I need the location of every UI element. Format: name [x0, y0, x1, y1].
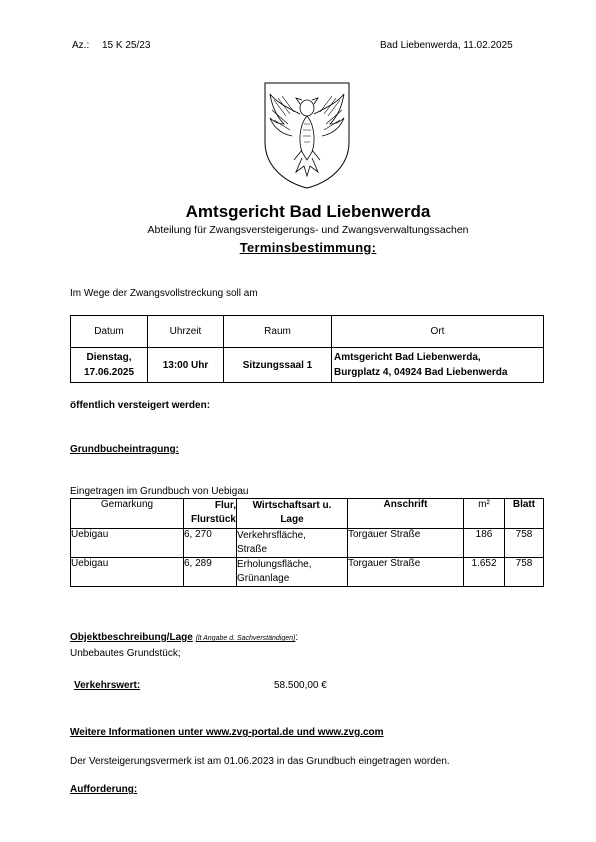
cell-wirtschaftsart: [237, 529, 348, 558]
grundbuch-table: [70, 498, 544, 587]
verkehrswert-label: Verkehrswert:: [74, 680, 141, 691]
col-flur-line2: Flurstück: [190, 514, 236, 525]
cell-wirt-line2: Straße: [237, 544, 268, 555]
table-row: [71, 558, 544, 587]
objekt-description: Unbebautes Grundstück;: [70, 648, 181, 659]
col-wirt-line2: Lage: [280, 514, 304, 525]
appointment-place-line1: Amtsgericht Bad Liebenwerda,: [334, 352, 481, 363]
header-raum: Raum: [224, 316, 332, 348]
court-name: Amtsgericht Bad Liebenwerda: [185, 202, 431, 221]
cell-wirt-line1: Verkehrsfläche,: [237, 530, 306, 541]
cell-gemarkung: Uebigau: [71, 529, 184, 558]
col-wirt-line1: Wirtschaftsart u.: [252, 500, 332, 511]
objekt-heading: Objektbeschreibung/Lage: [70, 632, 193, 643]
court-department: Abteilung für Zwangsversteigerungs- und Zwangsverwaltungssachen: [147, 224, 469, 236]
weitere-informationen: Weitere Informationen unter www.zvg-portal.de und www.zvg.com: [70, 727, 384, 738]
table-row: [71, 529, 544, 558]
cell-anschrift: Torgauer Straße: [348, 558, 464, 587]
cell-wirtschaftsart: [237, 558, 348, 587]
header-datum: Datum: [71, 316, 148, 348]
cell-m2: 1.652: [464, 558, 505, 587]
az-label: Az.:: [72, 40, 90, 51]
auction-text: öffentlich versteigert werden:: [70, 400, 211, 411]
objekt-colon: :: [295, 632, 299, 643]
brandenburg-eagle-crest-icon: [262, 80, 352, 190]
appointment-time: 13:00 Uhr: [148, 348, 224, 383]
header-ort: Ort: [332, 316, 544, 348]
col-blatt: Blatt: [505, 499, 544, 529]
az-value: 15 K 25/23: [102, 40, 151, 51]
cell-wirt-line1: Erholungsfläche,: [237, 559, 312, 570]
appointment-room: Sitzungssaal 1: [224, 348, 332, 383]
cell-anschrift: Torgauer Straße: [348, 529, 464, 558]
col-flur-line1: Flur,: [214, 500, 236, 511]
col-m2: m²: [464, 499, 505, 529]
aufforderung-heading: Aufforderung:: [70, 784, 138, 795]
appointment-weekday: Dienstag,: [86, 352, 132, 363]
cell-blatt: 758: [505, 529, 544, 558]
cell-flur: 6, 270: [184, 529, 237, 558]
place-date: Bad Liebenwerda, 11.02.2025: [380, 40, 513, 51]
cell-blatt: 758: [505, 558, 544, 587]
verkehrswert-value: 58.500,00 €: [274, 680, 327, 691]
cell-gemarkung: Uebigau: [71, 558, 184, 587]
col-flur: [184, 499, 237, 529]
grundbuch-heading: Grundbucheintragung:: [70, 444, 179, 455]
appointment-table: [70, 315, 544, 383]
objekt-heading-line: [70, 632, 298, 643]
appointment-day: 17.06.2025: [83, 367, 135, 378]
objekt-note: (lt Angabe d. Sachverständigen): [195, 635, 296, 642]
versteigerungsvermerk: Der Versteigerungsvermerk ist am 01.06.2023 in das Grundbuch eingetragen worden.: [70, 756, 450, 767]
grundbuch-intro: Eingetragen im Grundbuch von Uebigau: [70, 486, 249, 497]
appointment-place-line2: Burgplatz 4, 04924 Bad Liebenwerda: [334, 367, 508, 378]
col-anschrift: Anschrift: [348, 499, 464, 529]
col-gemarkung: Gemarkung: [71, 499, 184, 529]
intro-text: Im Wege der Zwangsvollstreckung soll am: [70, 288, 258, 299]
col-wirtschaftsart: [237, 499, 348, 529]
document-title: Terminsbestimmung:: [239, 240, 377, 255]
header-uhrzeit: Uhrzeit: [148, 316, 224, 348]
cell-m2: 186: [464, 529, 505, 558]
cell-flur: 6, 289: [184, 558, 237, 587]
cell-wirt-line2: Grünanlage: [237, 573, 290, 584]
appointment-date: [71, 348, 148, 383]
appointment-place: [332, 348, 544, 383]
